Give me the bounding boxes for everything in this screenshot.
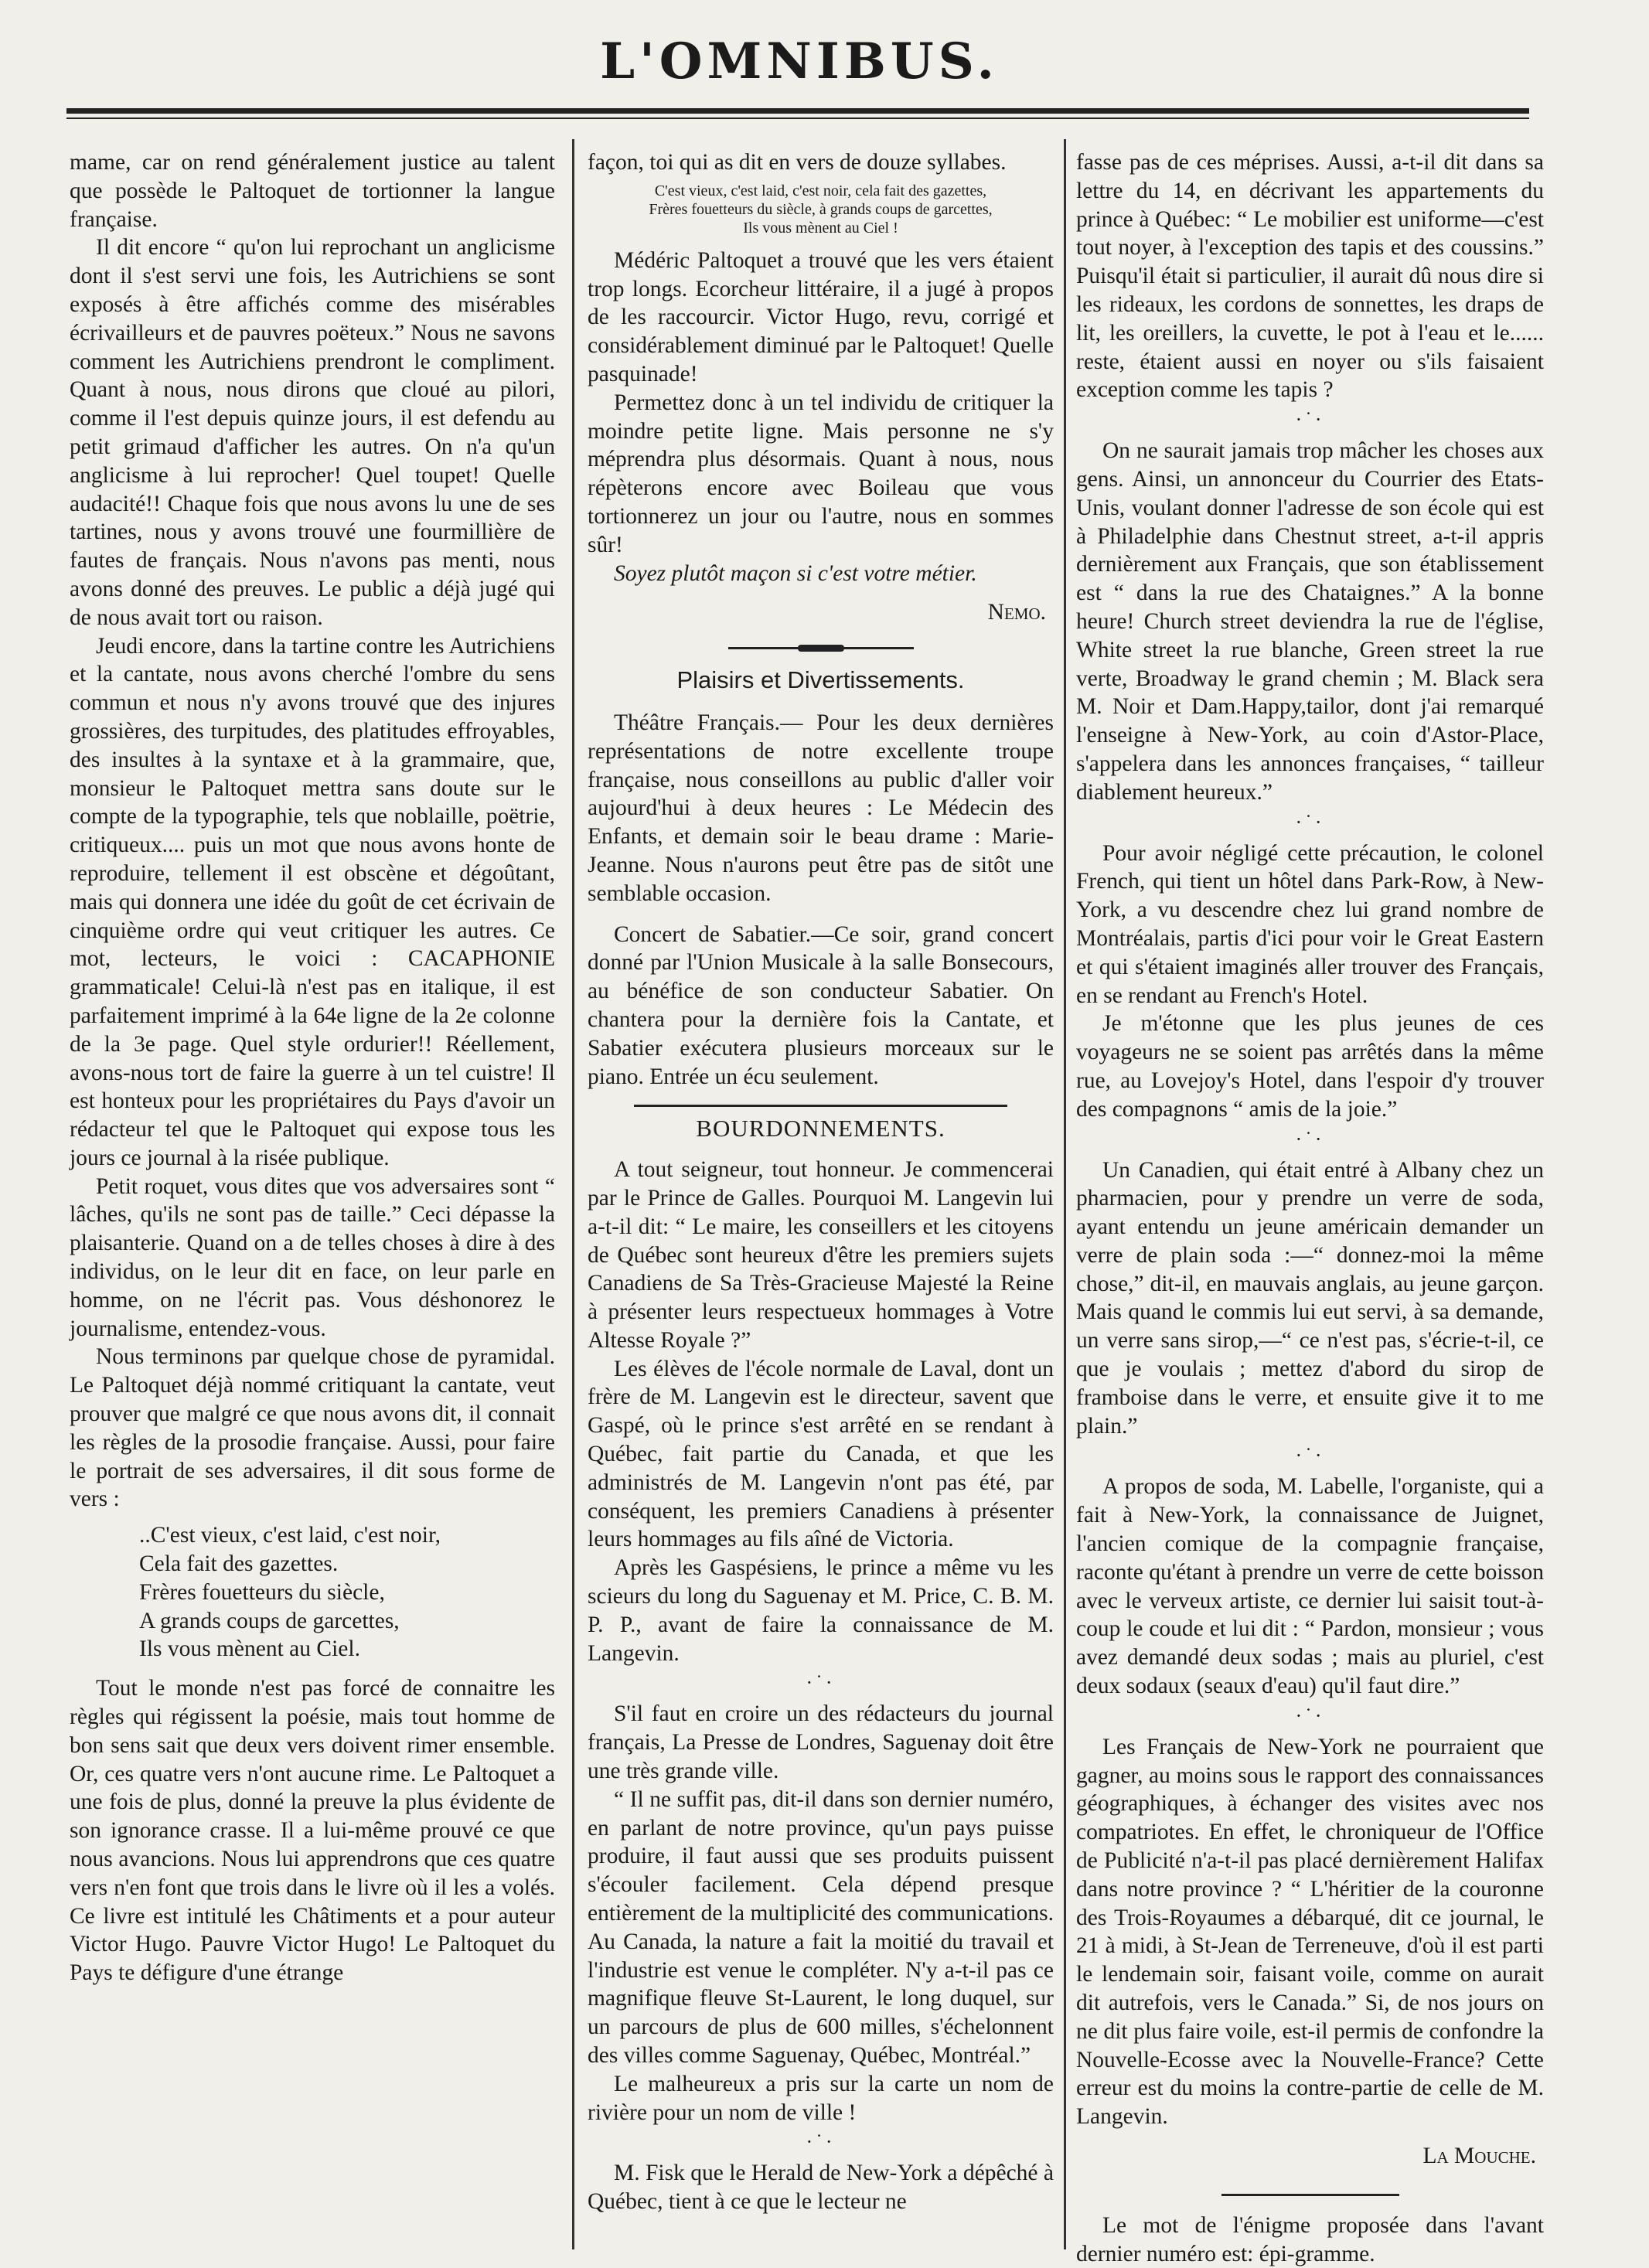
paragraph: A tout seigneur, tout honneur. Je commencerai par le Prince de Galles. Pourquoi M. Langevin lui a-t-il dit: “ Le maire, les conseillers et les citoyens de Québec sont heureux d'être les premiers sujets Canadiens de Sa Très-Gracieuse Majesté la Reine à présenter leurs respectueux hommages à Votre Altesse Royale ?”	[588, 1157, 1054, 1353]
paragraph: Un Canadien, qui était entré à Albany chez un pharmacien, pour y prendre un verre de soda, ayant entendu un jeune américain demander un verre de plain soda :—“ donnez-moi la même chose,” dit-il, en mauvais anglais, au jeune garçon. Mais quand le commis lui eut servi, à sa demande, un verre sans sirop,—“ ce n'est pas, s'écrie-t-il, ce que je voulais ; mettez d'abord du sirop de framboise dans le verre, et ensuite give it to me plain.”	[1076, 1157, 1544, 1439]
asterism: ·˙·	[806, 2130, 836, 2154]
section-title: BOURDONNEMENTS.	[696, 1115, 945, 1143]
poem-quote	[139, 1521, 555, 1664]
paragraph: Pour avoir négligé cette précaution, le colonel French, qui tient un hôtel dans Park-Row, à New-York, a vu descendre chez lui grand nombre de Montréalais, partis d'ici pour voir le Great Eastern et qui s'étaient imaginés aller trouver des Français, en se rendant au French's Hotel.	[1076, 840, 1544, 1008]
paragraph: Nous terminons par quelque chose de pyramidal. Le Paltoquet déjà nommé critiquant la cantate, veut prouver que malgré ce que nous avons dit, il connait les règles de la prosodie française. Aussi, pour faire le portrait de ses adversaires, il dit sous forme de vers :	[70, 1344, 555, 1512]
verse-line: Frères fouetteurs du siècle, à grands coups de garcettes,	[649, 200, 993, 218]
paragraph: M. Fisk que le Herald de New-York a dépêché à Québec, tient à ce que le lecteur ne	[588, 2161, 1054, 2215]
paragraph: Tout le monde n'est pas forcé de connaitre les règles qui régissent la poésie, mais tout homme de bon sens sait que deux vers doivent rimer ensemble. Or, ces quatre vers n'ont aucune rime. Le Paltoquet a une fois de plus, donné la preuve la plus évidente de son ignorance crasse. Il a lui-même prouvé ce que nous avancions. Nous lui apprendrons que ces quatre vers n'en font que trois dans le livre où il les a volés. Ce livre est intitulé les Châtiments et a pour auteur Victor Hugo. Pauvre Victor Hugo! Le Paltoquet du Pays te défigure d'une étrange	[70, 1676, 555, 1986]
section-title: Plaisirs et Divertissements.	[676, 666, 965, 694]
paragraph: Après les Gaspésiens, le prince a même vu les scieurs du long du Saguenay et M. Price, C. B. M. P. P., avant de faire la connaissance de M. Langevin.	[588, 1555, 1054, 1666]
paragraph: Le malheureux a pris sur la carte un nom de rivière pour un nom de ville !	[588, 2071, 1054, 2125]
verse-line: C'est vieux, c'est laid, c'est noir, cela fait des gazettes,	[654, 182, 987, 199]
column-1	[70, 148, 555, 2236]
paragraph: fasse pas de ces méprises. Aussi, a-t-il dit dans sa lettre du 14, en décrivant les appartements du prince à Québec: “ Le mobilier est uniforme—c'est tout noyer, à l'exception des tapis et des coussins.” Puisqu'il était si particulier, il aurait dû nous dire si les rideaux, les cordons de sonnettes, les draps de lit, les oreillers, la cuvette, le pot à l'eau et le...... reste, étaient aussi en noyer ou s'ils faisaient exception comme les tapis ?	[1076, 150, 1544, 403]
paragraph: Je m'étonne que les plus jeunes de ces voyageurs ne se soient pas arrêtés dans la même rue, au Lovejoy's Hotel, dans l'espoir d'y trouver des compagnons “ amis de la joie.”	[1076, 1011, 1544, 1122]
poem-line: A grands coups de garcettes,	[139, 1608, 400, 1633]
paragraph: Petit roquet, vous dites que vos adversaires sont “ lâches, qu'ils ne sont pas de taille.” Ceci dépasse la plaisanterie. Quand on a de telles choses à dire à des individus, on le leur dit en face, on leur parle en homme, on ne l'écrit pas. Vous déshonorez le journalisme, entendez-vous.	[70, 1173, 555, 1341]
paragraph: Concert de Sabatier.—Ce soir, grand concert donné par l'Union Musicale à la salle Bonsecours, au bénéfice de son conducteur Sabatier. On chantera pour la dernière fois la Cantate, et Sabatier exécutera plusieurs morceaux sur le piano. Entrée un écu seulement.	[588, 921, 1054, 1089]
masthead-rule	[66, 108, 1529, 119]
paragraph: Permettez donc à un tel individu de critiquer la moindre petite ligne. Mais personne ne s'y méprendra plus désormais. Quant à nous, nous répèterons encore avec Boileau que vous tortionnerez un jour ou l'autre, nous en sommes sûr!	[588, 390, 1054, 557]
asterism: ·˙·	[1295, 1444, 1325, 1467]
paragraph: Le mot de l'énigme proposée dans l'avant dernier numéro est: épi-gramme.	[1076, 2212, 1544, 2266]
signature: La Mouche.	[1422, 2144, 1536, 2168]
poem-line: Ils vous mènent au Ciel.	[139, 1636, 360, 1662]
column-2	[588, 148, 1054, 2236]
paragraph: “ Il ne suffit pas, dit-il dans son dernier numéro, en parlant de notre province, qu'un pays puisse produire, il faut aussi que ses produits puissent s'écouler facilement. Cela dépend presque entièrement de la multiplicité des communications. Au Canada, la nature a fait la moitié du travail et l'industrie est venue le compléter. N'y a-t-il pas ce magnifique fleuve St-Laurent, le long duquel, sur un parcours de plus de 600 milles, s'échelonnent des villes comme Saguenay, Québec, Montréal.”	[588, 1786, 1054, 2069]
paragraph: Les Français de New-York ne pourraient que gagner, au moins sous le rapport des connaissances géographiques, à échanger des visites avec nos compatriotes. En effet, le chroniqueur de l'Office de Publicité n'a-t-il pas placé dernièrement Halifax dans notre province ? “ L'héritier de la couronne des Trois-Royaumes a débarqué, dit ce journal, le 21 à midi, à St-Jean de Terreneuve, d'où il est parti le lendemain soir, faisant voile, comme on aurait dit autrefois, vers le Canada.” Si, de nos jours on ne dit plus faire voile, est-il permis de confondre la Nouvelle-Ecosse avec la Nouvelle-France? Cette erreur est du moins la contre-partie de celle de M. Langevin.	[1076, 1734, 1544, 2130]
separator-ornament	[728, 647, 914, 649]
paragraph: Théâtre Français.— Pour les deux dernières représentations de notre excellente troupe française, nous conseillons au public d'aller voir aujourd'hui à deux heures : Le Médecin des Enfants, et demain soir le beau drame : Marie-Jeanne. Nous n'aurons peut être pas de sitôt une semblable occasion.	[588, 710, 1054, 906]
paragraph: Jeudi encore, dans la tartine contre les Autrichiens et la cantate, nous avons cherché l'ombre du sens commun et nous n'y avons trouvé que des injures grossières, des turpitudes, des platitudes effroyables, des insultes à la syntaxe et à la grammaire, que, monsieur le Paltoquet mettra sans doute sur le compte de la typographie, tels que noblaille, poëtrie, critiqueux.... puis un mot que nous avons honte de reproduire, tellement il est obscène et dégoûtant, mais qui donnera une idée du goût de cet écrivain de cinquième ordre qui veut critiquer les autres. Ce mot, lecteurs, le voici : CACAPHONIE grammaticale! Celui-là n'est pas en italique, il est parfaitement imprimé à la 64e ligne de la 2e colonne de la 3e page. Quel style ordurier!! Réellement, avons-nous tort de faire la guerre à un tel cuistre! Il est honteux pour les propriétaires du Pays d'avoir un rédacteur tel que le Paltoquet qui expose tous les jours ce journal à la risée publique.	[70, 633, 555, 1170]
asterism: ·˙·	[806, 1671, 836, 1694]
masthead-title: L'OMNIBUS.	[600, 32, 999, 90]
verse-quote	[588, 182, 1054, 237]
section-rule	[634, 1105, 1007, 1107]
poem-line: Cela fait des gazettes.	[139, 1551, 339, 1577]
column-divider	[1064, 139, 1066, 2249]
paragraph: On ne saurait jamais trop mâcher les choses aux gens. Ainsi, un annonceur du Courrier des Etats-Unis, voulant donner l'adresse de son école qui est à Philadelphie dans Chestnut street, a-t-il appris dernièrement aux Français, que son établissement est “ dans la rue des Chataignes.” A la bonne heure! Church street deviendra la rue de l'église, White street la rue blanche, Green street la rue verte, Broadway le grand chemin ; M. Black sera M. Noir et Dam.Happy,tailor, dont j'ai remarqué l'enseigne à New-York, au coin d'Astor-Place, s'appelera dans les annonces françaises, “ tailleur diablement heureux.”	[1076, 438, 1544, 805]
signature: Nemo.	[987, 600, 1046, 625]
paragraph: Il dit encore “ qu'on lui reprochant un anglicisme dont il s'est servi une fois, les Autrichiens se sont exposés à être affichés comme des misérables écrivailleurs et de pauvres poëteux.” Nous ne savons comment les Autrichiens prendront le compliment. Quant à nous, nous dirons que cloué au pilori, comme il l'est depuis quinze jours, il est defendu au petit grimaud d'afficher les autres. On n'a qu'un anglicisme à lui reprocher! Quel toupet! Quelle audacité!! Chaque fois que nous avons lu une de ses tartines, nous y avons trouvé une fourmillière de fautes de français. Nous n'avons pas menti, nous avons donné des preuves. Le public a déjà jugé qui de nous avait tort ou raison.	[70, 235, 555, 630]
asterism: ·˙·	[1295, 1704, 1325, 1727]
column-divider	[572, 139, 574, 2249]
column-3	[1076, 148, 1544, 2266]
poem-line: Frères fouetteurs du siècle,	[139, 1579, 385, 1605]
asterism: ·˙·	[1295, 408, 1325, 431]
poem-line: ..C'est vieux, c'est laid, c'est noir,	[139, 1523, 441, 1548]
paragraph: S'il faut en croire un des rédacteurs du journal français, La Presse de Londres, Saguenay doit être une très grande ville.	[588, 1701, 1054, 1784]
asterism: ·˙·	[1295, 1127, 1325, 1150]
paragraph: Médéric Paltoquet a trouvé que les vers étaient trop longs. Ecorcheur littéraire, il a jugé à propos de les raccourcir. Victor Hugo, revu, corrigé et considérablement diminué par le Paltoquet! Quelle pasquinade!	[588, 247, 1054, 387]
paragraph: A propos de soda, M. Labelle, l'organiste, qui a fait à New-York, la connaissance de Juignet, l'ancien comique de la compagnie française, raconte qu'étant à prendre un verre de cette boisson avec le verveux artiste, ce dernier lui saisit tout-à-coup le coude et lui dit : “ Pardon, monsieur ; vous avez demandé deux sodas ; mais au pluriel, c'est deux sodaux (seaux d'eau) qu'il faut dire.”	[1076, 1474, 1544, 1699]
verse-line: Ils vous mènent au Ciel !	[743, 219, 898, 237]
paragraph: mame, car on rend généralement justice au talent que possède le Paltoquet de tortionner la langue française.	[70, 150, 555, 232]
section-rule	[1221, 2194, 1399, 2196]
maxim: Soyez plutôt maçon si c'est votre métier.	[614, 560, 977, 586]
paragraph: façon, toi qui as dit en vers de douze syllabes.	[588, 150, 1007, 175]
paragraph: Les élèves de l'école normale de Laval, dont un frère de M. Langevin est le directeur, savent que Gaspé, où le prince s'est arrêté en se rendant à Québec, fait partie du Canada, et que les administrés de M. Langevin n'ont pas été, par conséquent, les premiers Canadiens à présenter leurs hommages au fils aîné de Victoria.	[588, 1356, 1054, 1552]
asterism: ·˙·	[1295, 810, 1325, 833]
